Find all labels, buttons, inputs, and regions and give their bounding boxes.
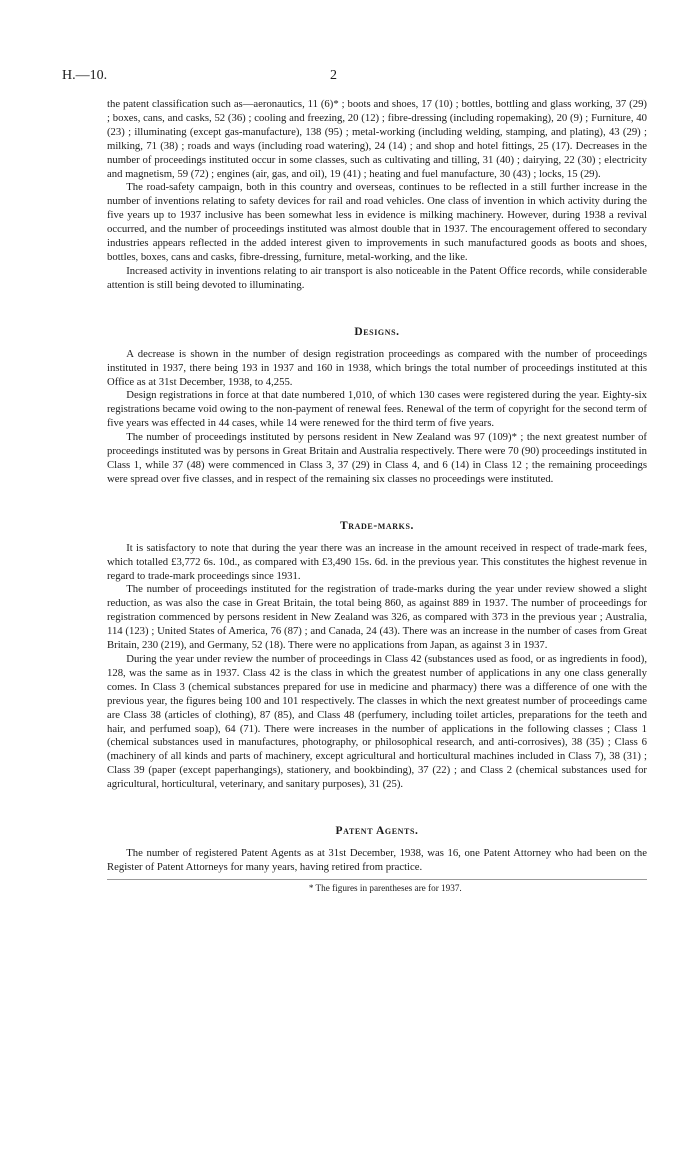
page-number: 2 — [330, 68, 337, 83]
footnote: * The figures in parentheses are for 1937. — [308, 882, 462, 893]
footnote-rule — [107, 879, 647, 880]
paragraph-patent-agents: The number of registered Patent Agents as at 31st December, 1938, was 16, one Patent Attorney who had been on the Register of Patent Attorneys for many years, having retired from practice. — [107, 847, 647, 873]
paragraph-trade-marks-3: During the year under review the number of proceedings in Class 42 (substances used as food, or as ingredients in food), 128, was the same as in 1937. Class 42 is the class in which the greatest number of applications in any one class generally comes. In Class 3 (chemical substances prepared for use in medicine and pharmacy) there was a difference of one with the previous year, the figures being 100 and 101 respectively. The classes in which the next greatest number of proceedings came are Class 38 (articles of clothing), 87 (85), and Class 48 (perfumery, including toilet articles, preparations for the teeth and hair, and perfumed soap), 64 (71). There were increases in the number of applications in the following classes ; Class 1 (chemical substances used in manufactures, photography, or philosophical research, and anti-corrosives), 38 (35) ; Class 6 (machinery of all kinds and parts of machinery, except agricultural and horticultural machines included in Class 7), 38 (31) ; Class 39 (paper (except paperhangings), stationery, and bookbinding), 37 (22) ; and Class 2 (chemical substances used for agricultural, horticultural, veterinary, and sanitary purposes), 31 (25). — [107, 653, 647, 791]
paragraph-trade-marks-1: It is satisfactory to note that during the year there was an increase in the amount received in respect of trade-mark fees, which totalled £3,772 6s. 10d., as compared with £3,490 15s. 6d. in the previous year. This constitutes the highest revenue in regard to trade-mark proceedings since 1931. — [107, 541, 647, 582]
paragraph-designs-2: Design registrations in force at that date numbered 1,010, of which 130 cases were registered during the year. Eighty-six registrations became void owing to the non-payment of renewal fees. Renewal of the term of copyright for the second term of five years was effected in 44 cases, while 14 were renewed for the third term of five years. — [107, 389, 647, 430]
designs-heading: Designs. — [354, 325, 400, 338]
paragraph-designs-3: The number of proceedings instituted by persons resident in New Zealand was 97 (109)* ; the next greatest number of proceedings instituted was by persons in Great Britain and Australia respectively. There were 70 (90) proceedings instituted in Class 1, while 37 (48) were commenced in Class 3, 37 (29) in Class 4, and 6 (14) in Class 12 ; the remaining proceedings were spread over five classes, and in respect of the remaining six classes no proceedings were instituted. — [107, 431, 647, 485]
document-body — [107, 98, 647, 894]
document-reference: H.—10. — [62, 68, 108, 83]
paragraph-road-safety: The road-safety campaign, both in this country and overseas, continues to be reflected in a still further increase in the number of inventions relating to safety devices for rail and road vehicles. One class of invention in which activity during the five years up to 1937 inclusive has been somewhat less in evidence is milking machinery. However, during 1938 a revival occurred, and the number of proceedings instituted was almost double that in 1937. The encouragement offered to secondary industries appears reflected in the added interest given to improvements in such manufactured goods as boots and shoes, bottles, boxes, cans and casks, fibre-dressing, furniture, metal-working, and the like. — [107, 181, 647, 263]
paragraph-designs-1: A decrease is shown in the number of design registration proceedings as compared with the number of proceedings instituted in 1937, there being 193 in 1937 and 160 in 1938, which brings the total number of proceedings instituted at this Office as at 31st December, 1938, to 4,255. — [107, 347, 647, 388]
paragraph-air-transport: Increased activity in inventions relating to air transport is also noticeable in the Patent Office records, while considerable attention is still being devoted to illuminating. — [107, 264, 647, 291]
patent-agents-heading: Patent Agents. — [335, 825, 419, 838]
trade-marks-heading: Trade-marks. — [339, 519, 415, 532]
paragraph-trade-marks-2: The number of proceedings instituted for the registration of trade-marks during the year under review showed a slight reduction, as was also the case in Great Britain, the total being 860, as against 889 in 1937. The number of proceedings for registration commenced by persons resident in New Zealand was 326, as compared with 373 in the previous year ; Australia, 114 (123) ; United States of America, 76 (87) ; and Canada, 24 (43). There was an increase in the number of cases from Great Britain, 230 (219), and Germany, 52 (18). There were no applications from Japan, as against 3 in 1937. — [107, 583, 647, 652]
paragraph-patents-continued: the patent classification such as—aeronautics, 11 (6)* ; boots and shoes, 17 (10) ; bottles, bottling and glass working, 37 (29) ; boxes, cans, and casks, 52 (36) ; cooling and freezing, 20 (12) ; fibre-dressing (including ropemaking), 20 (9) ; Furniture, 40 (23) ; illuminating (except gas-manufacture), 138 (95) ; metal-working (including welding, stamping, and plating), 43 (29) ; milking, 71 (38) ; roads and ways (including road watering), 24 (14) ; and shop and hotel fittings, 25 (17). Decreases in the number of proceedings instituted occur in some classes, such as cultivating and tilling, 31 (40) ; dairying, 22 (30) ; electricity and magnetism, 59 (72) ; engines (air, gas, and oil), 19 (41) ; heating and fuel manufacture, 30 (43) ; locks, 15 (29). — [107, 98, 647, 180]
page-header — [62, 68, 640, 84]
